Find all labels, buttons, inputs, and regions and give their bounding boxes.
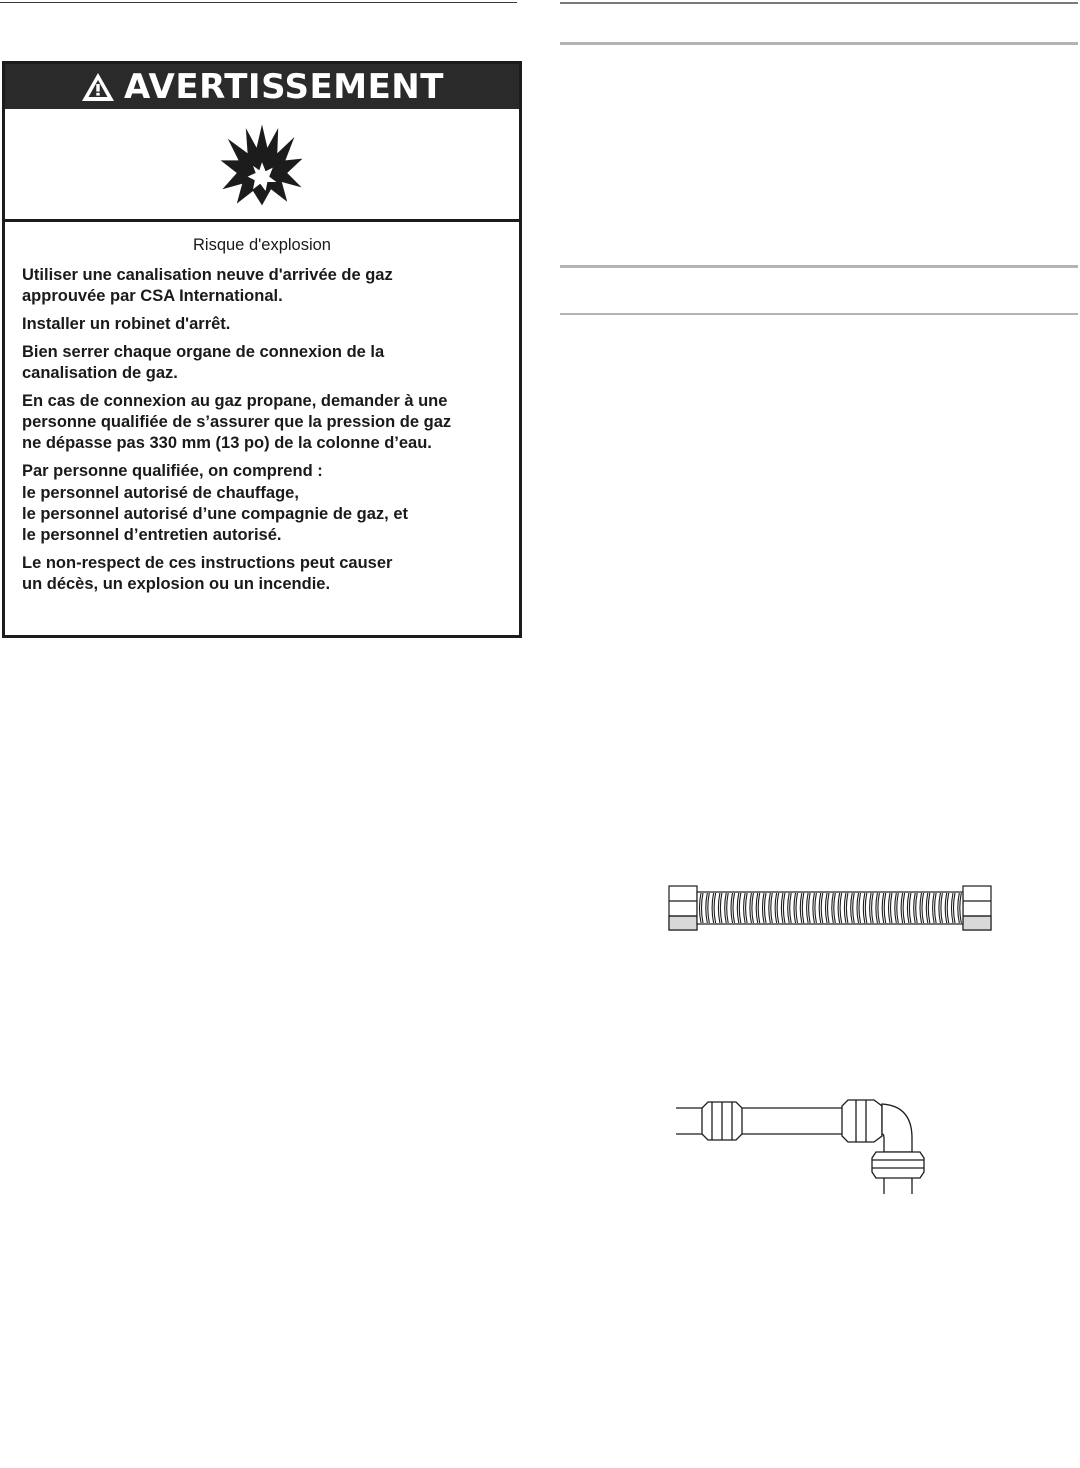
warning-triangle-icon (80, 71, 116, 103)
explosion-icon (217, 119, 307, 209)
warning-paragraph (22, 461, 519, 482)
warning-body (5, 222, 519, 595)
text-line: personne qualifiée de s’assurer que la pression de gaz (22, 413, 452, 431)
pipe-elbow-illustration (676, 1094, 928, 1194)
section-rule (560, 313, 1078, 315)
text-line: Le non-respect de ces instructions peut causer (22, 554, 393, 572)
text-line: Installer un robinet d'arrêt. (22, 315, 231, 333)
hazard-symbol-panel (5, 109, 519, 222)
warning-paragraph (22, 553, 519, 595)
text-line: Bien serrer chaque organe de connexion de la (22, 343, 385, 361)
warning-paragraph (22, 265, 519, 307)
flexible-connector-illustration (667, 884, 993, 932)
warning-paragraph (22, 391, 519, 454)
text-line: canalisation de gaz. (22, 364, 178, 382)
warning-paragraph (22, 342, 519, 384)
text-line: un décès, un explosion ou un incendie. (22, 575, 331, 593)
text-line: le personnel d’entretien autorisé. (22, 526, 282, 544)
section-rule (560, 265, 1078, 268)
text-line: le personnel autorisé de chauffage, (22, 484, 299, 502)
warning-paragraph (22, 483, 519, 546)
warning-box (2, 61, 522, 638)
warning-title: AVERTISSEMENT (124, 66, 444, 107)
hazard-title: Risque d'explosion (193, 236, 331, 254)
warning-header (5, 64, 519, 109)
top-rule-right (560, 2, 1078, 4)
text-line: Utiliser une canalisation neuve d'arrivée de gaz (22, 266, 393, 284)
text-line: le personnel autorisé d’une compagnie de gaz, et (22, 505, 409, 523)
top-rule-left (0, 2, 517, 3)
text-line: Par personne qualifiée, on comprend : (22, 462, 323, 480)
text-line: ne dépasse pas 330 mm (13 po) de la colonne d’eau. (22, 434, 432, 452)
warning-paragraph (22, 314, 519, 335)
text-line: En cas de connexion au gaz propane, demander à une (22, 392, 448, 410)
text-line: approuvée par CSA International. (22, 287, 283, 305)
section-rule (560, 42, 1078, 45)
